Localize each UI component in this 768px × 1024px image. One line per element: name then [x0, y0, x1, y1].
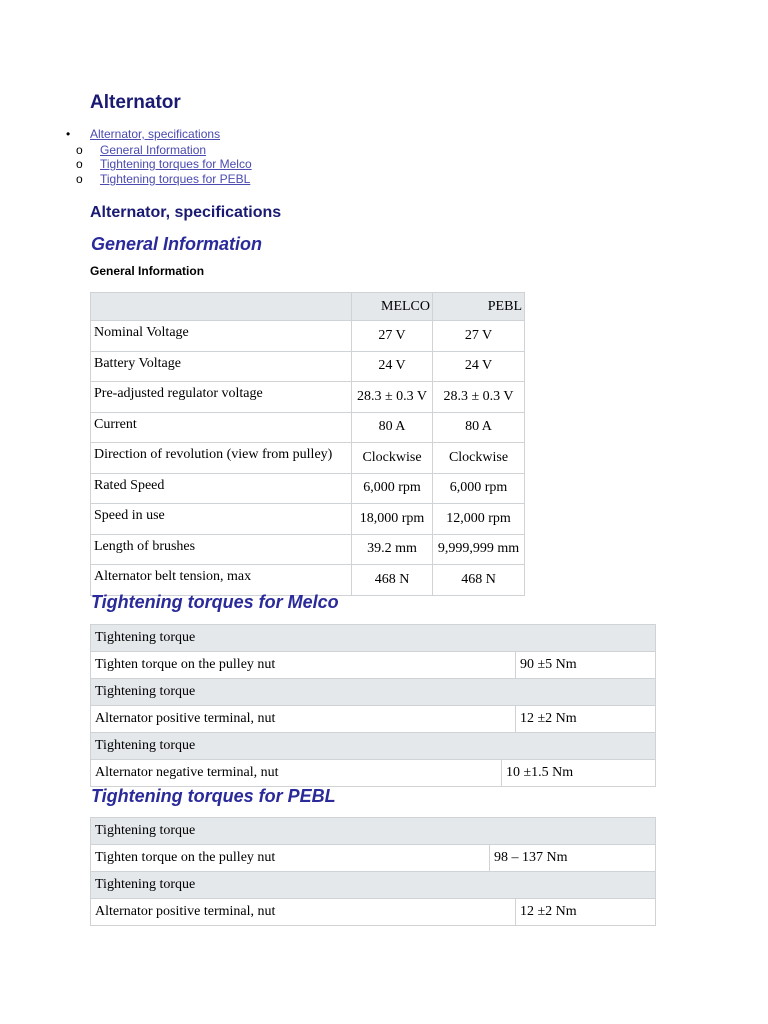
pebl-torque-table-1: [90, 817, 656, 872]
table-cell-value: 468 N: [433, 565, 525, 596]
table-header-row: [91, 293, 525, 321]
melco-torque-table-2: [90, 678, 656, 733]
table-header-cell: Tightening torque: [91, 733, 656, 760]
table-cell-label: Alternator positive terminal, nut: [91, 899, 516, 926]
table-cell-label: Tighten torque on the pulley nut: [91, 652, 516, 679]
table-cell-value: Clockwise: [433, 443, 525, 474]
table-cell-value: 468 N: [352, 565, 433, 596]
table-cell-value: 27 V: [433, 321, 525, 352]
table-cell-value: 80 A: [352, 412, 433, 443]
melco-heading: Tightening torques for Melco: [91, 592, 339, 612]
section-heading: Alternator, specifications: [90, 204, 282, 221]
table-cell-value: 12 ±2 Nm: [516, 899, 656, 926]
toc-sub-bullet: o: [76, 172, 83, 186]
general-information-table: [90, 292, 525, 596]
general-information-subheading: General Information: [90, 264, 205, 278]
table-cell-label: Speed in use: [91, 504, 352, 535]
table-cell-value: 18,000 rpm: [352, 504, 433, 535]
table-row: [91, 534, 525, 565]
table-cell-value: 6,000 rpm: [352, 473, 433, 504]
table-header-cell: Tightening torque: [91, 679, 656, 706]
toc-link-torques-pebl[interactable]: Tightening torques for PEBL: [100, 172, 251, 186]
table-cell-label: Alternator negative terminal, nut: [91, 760, 502, 787]
table-header-row: [91, 625, 656, 652]
table-cell-label: Alternator belt tension, max: [91, 565, 352, 596]
table-cell-value: 24 V: [352, 351, 433, 382]
table-cell-label: Current: [91, 412, 352, 443]
table-cell-value: 24 V: [433, 351, 525, 382]
table-row: [91, 351, 525, 382]
page-title: Alternator: [90, 92, 181, 113]
table-row: [91, 652, 656, 679]
table-header-cell: Tightening torque: [91, 818, 656, 845]
melco-torque-table-1: [90, 624, 656, 679]
pebl-heading: Tightening torques for PEBL: [91, 786, 336, 806]
table-row: [91, 443, 525, 474]
table-cell-label: Tighten torque on the pulley nut: [91, 845, 490, 872]
melco-torque-table-3: [90, 732, 656, 787]
table-cell-value: 28.3 ± 0.3 V: [352, 382, 433, 413]
table-row: [91, 565, 525, 596]
table-cell-value: 39.2 mm: [352, 534, 433, 565]
table-row: [91, 321, 525, 352]
table-row: [91, 412, 525, 443]
table-cell-label: Alternator positive terminal, nut: [91, 706, 516, 733]
table-row: [91, 899, 656, 926]
table-row: [91, 760, 656, 787]
table-cell-label: Length of brushes: [91, 534, 352, 565]
table-row: [91, 504, 525, 535]
pebl-torque-table-2: [90, 871, 656, 926]
table-cell-value: 28.3 ± 0.3 V: [433, 382, 525, 413]
table-row: [91, 382, 525, 413]
table-cell-value: 90 ±5 Nm: [516, 652, 656, 679]
table-row: [91, 473, 525, 504]
table-header-cell: MELCO: [352, 293, 433, 321]
table-cell-label: Battery Voltage: [91, 351, 352, 382]
table-cell-value: 98 – 137 Nm: [490, 845, 656, 872]
table-header-cell: Tightening torque: [91, 625, 656, 652]
table-cell-value: 9,999,999 mm: [433, 534, 525, 565]
toc-sub-bullet: o: [76, 143, 83, 157]
table-cell-value: 12 ±2 Nm: [516, 706, 656, 733]
table-cell-value: 12,000 rpm: [433, 504, 525, 535]
table-header-cell: [91, 293, 352, 321]
table-row: [91, 706, 656, 733]
table-cell-label: Pre-adjusted regulator voltage: [91, 382, 352, 413]
table-cell-label: Nominal Voltage: [91, 321, 352, 352]
table-cell-value: 6,000 rpm: [433, 473, 525, 504]
table-cell-label: Direction of revolution (view from pulley): [91, 443, 352, 474]
toc-bullet: •: [66, 127, 71, 141]
table-cell-value: Clockwise: [352, 443, 433, 474]
table-cell-label: Rated Speed: [91, 473, 352, 504]
toc-link-general-information[interactable]: General Information: [100, 143, 207, 157]
table-header-cell: PEBL: [433, 293, 525, 321]
toc-sub-bullet: o: [76, 157, 83, 171]
table-header-row: [91, 733, 656, 760]
table-header-row: [91, 872, 656, 899]
table-cell-value: 27 V: [352, 321, 433, 352]
table-header-cell: Tightening torque: [91, 872, 656, 899]
toc-link-specifications[interactable]: Alternator, specifications: [90, 127, 221, 141]
table-cell-value: 10 ±1.5 Nm: [502, 760, 656, 787]
table-row: [91, 845, 656, 872]
table-cell-value: 80 A: [433, 412, 525, 443]
table-header-row: [91, 679, 656, 706]
toc-link-torques-melco[interactable]: Tightening torques for Melco: [100, 157, 252, 171]
table-header-row: [91, 818, 656, 845]
general-information-heading: General Information: [91, 234, 263, 254]
